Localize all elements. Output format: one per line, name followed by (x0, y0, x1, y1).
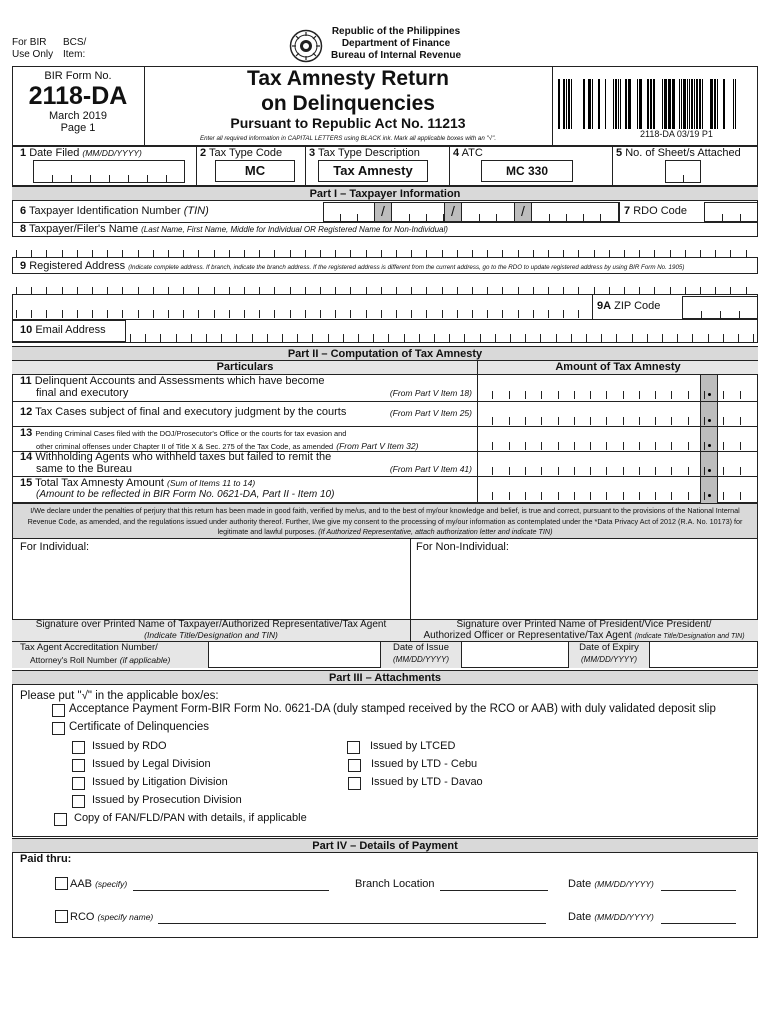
date-of-expiry-input[interactable] (650, 642, 758, 668)
barcode-bar (662, 79, 663, 129)
form-id-block: BIR Form No. 2118-DA March 2019 Page 1 (12, 70, 144, 134)
checkbox-issued-by-ltced[interactable] (347, 741, 360, 754)
part1-title: Part I – Taxpayer Information (12, 186, 758, 201)
barcode-bar (694, 79, 695, 129)
part4-title: Part IV – Details of Payment (12, 838, 758, 853)
tax-type-desc-value: Tax Amnesty (318, 160, 428, 182)
issued-by-rdo-label: Issued by RDO (92, 740, 167, 752)
barcode-bar (605, 79, 606, 129)
checkbox-issued-by-ltd-cebu[interactable] (348, 759, 361, 772)
barcode-bar (653, 79, 655, 129)
aab-label: AAB (specify) (70, 878, 128, 890)
barcode-bar (637, 79, 638, 129)
barcode-bar (733, 79, 734, 129)
decimal-point (708, 444, 711, 447)
agent-accreditation-label: Tax Agent Accreditation Number/ Attorney's Roll Number (if applicable) (12, 642, 209, 668)
barcode-bar (592, 79, 593, 129)
decimal-point (708, 419, 711, 422)
part3-title: Part III – Attachments (12, 670, 758, 685)
checkbox-aab[interactable] (55, 877, 68, 890)
amount-input[interactable] (478, 492, 758, 500)
tin-separator: / (444, 202, 462, 222)
barcode-bar (563, 79, 565, 129)
barcode-bar (628, 79, 631, 129)
checkbox-copy-of-fan-fld-pan[interactable] (54, 813, 67, 826)
checkbox-issued-by-ltd-davao[interactable] (348, 777, 361, 790)
barcode-bar (625, 79, 627, 129)
issued-by-ltd-cebu-label: Issued by LTD - Cebu (371, 758, 478, 770)
paid-thru-label: Paid thru: (20, 853, 72, 865)
amount-input[interactable] (478, 467, 758, 475)
barcode-icon (558, 79, 752, 129)
decimal-point (708, 494, 711, 497)
agent-accreditation-input[interactable] (209, 642, 380, 668)
date-of-expiry-label: Date of Expiry (MM/DD/YYYY) (568, 642, 650, 668)
item-14: 14 Withholding Agents who withheld taxes but failed to remit the same to the Bureau (From Part V Item 41) (20, 451, 472, 475)
zip-code-label: 9A ZIP Code (597, 300, 661, 312)
item-15: 15 Total Tax Amnesty Amount (Sum of Items 11 to 14) (Amount to be reflected in BIR Form No. 0621-DA, Part II - Item 10) (20, 477, 335, 500)
barcode-bar (647, 79, 649, 129)
form-subtitle: Pursuant to Republic Act No. 11213 (230, 115, 466, 131)
rco-date-input[interactable] (661, 923, 736, 924)
tax-type-code-value: MC (215, 160, 295, 182)
checkbox-issued-by-prosecution-division[interactable] (72, 795, 85, 808)
declaration: I/We declare under the penalties of perjury that this return has been made in good faith, verified by me/us, and to the best of my/our knowledge and belief, is true and correct, pursuant to the provisions of the National Internal Revenue Code, as amended, and the regulations issued under authority thereof. Further, I/we give my consent to the processing of my/our information as contemplated under the *Data Privacy Act of 2012 (R.A. No. 10173) for legitimate and lawful purposes. (If Authorized Representative, attach authorization letter and indicate TIN) (12, 503, 758, 539)
form-title: Tax Amnesty Return on Delinquencies (247, 67, 449, 115)
branch-location-label: Branch Location (355, 878, 435, 890)
atc-value: MC 330 (481, 160, 573, 182)
aab-date-input[interactable] (661, 890, 736, 891)
barcode-bar (681, 79, 682, 129)
checkbox-rco[interactable] (55, 910, 68, 923)
barcode-bar (598, 79, 600, 129)
barcode-bar (618, 79, 619, 129)
checkbox-issued-by-legal-division[interactable] (72, 759, 85, 772)
tax-type-code-label: 2 Tax Type Code (200, 147, 283, 159)
bir-seal-icon (288, 29, 324, 63)
sig-individual-caption: Signature over Printed Name of Taxpayer/Authorized Representative/Tax Agent (Indicate Title/Designation and TIN) (35, 619, 387, 640)
taxpayer-name-label: 8 Taxpayer/Filer's Name (Last Name, First Name, Middle for Individual OR Registered Name for Non-Individual) (20, 223, 448, 235)
barcode-bar (566, 79, 567, 129)
for-bir-use-only: For BIR Use Only (12, 37, 54, 60)
barcode-bar (702, 79, 703, 129)
checkbox-certificate-of-delinquencies[interactable] (52, 722, 65, 735)
barcode-bar (571, 79, 572, 129)
barcode-bar (696, 79, 698, 129)
barcode-bar (687, 79, 688, 129)
tin-separator: / (374, 202, 392, 222)
registered-address-label: 9 Registered Address (Indicate complete address. If branch, indicate the branch address. If the registered address is different from the current address, go to the RDO to update registered address by using BIR Form No. 1905) (20, 260, 685, 272)
agency-name: Republic of the Philippines Department of Finance Bureau of Internal Revenue (330, 26, 462, 61)
barcode-bar (588, 79, 591, 129)
amount-input[interactable] (478, 391, 758, 399)
barcode-bar (683, 79, 686, 129)
date-of-issue-input[interactable] (462, 642, 568, 668)
issued-by-prosecution-label: Issued by Prosecution Division (92, 794, 242, 806)
barcode-bar (699, 79, 701, 129)
form-number: 2118-DA (28, 82, 128, 110)
decimal-point (708, 469, 711, 472)
barcode-bar (620, 79, 621, 129)
barcode-bar (650, 79, 652, 129)
barcode-bar (672, 79, 675, 129)
date-filed-label: 1 Date Filed (MM/DD/YYYY) (20, 147, 142, 159)
checkbox-acceptance-payment-form[interactable] (52, 704, 65, 717)
item-12: 12 Tax Cases subject of final and executory judgment by the courts (From Part V Item 25) (20, 406, 472, 418)
rco-input[interactable] (158, 923, 546, 924)
for-individual-label: For Individual: (20, 541, 90, 553)
copy-of-fan-label: Copy of FAN/FLD/PAN with details, if applicable (74, 812, 307, 824)
barcode-bar (691, 79, 693, 129)
amount-input[interactable] (478, 442, 758, 450)
tax-type-desc-label: 3 Tax Type Description (309, 147, 420, 159)
atc-label: 4 ATC (453, 147, 483, 159)
attachments-instruction: Please put "√" in the applicable box/es: (20, 690, 219, 702)
checkbox-issued-by-litigation-division[interactable] (72, 777, 85, 790)
barcode-bar (613, 79, 614, 129)
aab-date-label: Date (MM/DD/YYYY) (568, 878, 654, 890)
rdo-code-label: 7 RDO Code (624, 205, 687, 217)
form-instruction: Enter all required information in CAPITAL LETTERS using BLACK ink. Mark all applicable boxes with an "√". (199, 135, 497, 142)
item-13: 13 Pending Criminal Cases filed with the DOJ/Prosecutor's Office or the courts for tax evasion and other criminal offenses under Chapter II of Title X & Sec. 275 of the Tax Code, as amended (From Part V Item 32) (20, 427, 419, 451)
barcode-bar (639, 79, 642, 129)
sig-non-individual-caption: Signature over Printed Name of President/Vice President/ Authorized Officer or Representative/Tax Agent (Indicate Title/Designation and TIN) (423, 619, 745, 641)
barcode-code: 2118-DA 03/19 P1 (640, 129, 713, 139)
rco-label: RCO (specify name) (70, 911, 154, 923)
for-non-individual-label: For Non-Individual: (416, 541, 509, 553)
issued-by-litigation-label: Issued by Litigation Division (92, 776, 228, 788)
issued-by-ltd-davao-label: Issued by LTD - Davao (371, 776, 483, 788)
rco-date-label: Date (MM/DD/YYYY) (568, 911, 654, 923)
barcode-bar (735, 79, 736, 129)
barcode-bar (714, 79, 716, 129)
tin-label: 6 Taxpayer Identification Number (TIN) (20, 205, 209, 217)
decimal-point (708, 393, 711, 396)
issued-by-legal-label: Issued by Legal Division (92, 758, 211, 770)
tin-separator: / (514, 202, 532, 222)
barcode-bar (679, 79, 680, 129)
barcode-bar (583, 79, 585, 129)
branch-location-input[interactable] (440, 890, 548, 891)
email-label: 10 Email Address (20, 324, 106, 336)
issued-by-ltced-label: Issued by LTCED (370, 740, 456, 752)
barcode-bar (558, 79, 560, 129)
barcode-bar (689, 79, 690, 129)
item-11: 11 Delinquent Accounts and Assessments which have become final and executory (From Part V Item 18) (20, 375, 472, 399)
col-amount: Amount of Tax Amnesty (478, 361, 758, 375)
non-individual-signature-area[interactable] (412, 553, 756, 619)
part2-title: Part II – Computation of Tax Amnesty (12, 346, 758, 361)
sheets-attached-label: 5 No. of Sheet/s Attached (616, 147, 741, 159)
individual-signature-area[interactable] (14, 553, 408, 619)
amount-input[interactable] (478, 417, 758, 425)
date-of-issue-label: Date of Issue (MM/DD/YYYY) (380, 642, 462, 668)
aab-input[interactable] (133, 890, 329, 891)
col-particulars: Particulars (12, 361, 478, 375)
certificate-of-delinquencies-label: Certificate of Delinquencies (69, 721, 209, 733)
barcode-bar (710, 79, 713, 129)
bcs-item: BCS/ Item: (63, 37, 87, 60)
barcode-bar (723, 79, 725, 129)
barcode-bar (664, 79, 667, 129)
acceptance-payment-form-label: Acceptance Payment Form-BIR Form No. 0621-DA (duly stamped received by the RCO or AAB) with duly validated deposit slip (69, 703, 716, 715)
barcode-bar (568, 79, 570, 129)
barcode-bar (717, 79, 718, 129)
barcode-bar (668, 79, 671, 129)
checkbox-issued-by-rdo[interactable] (72, 741, 85, 754)
barcode-bar (615, 79, 617, 129)
